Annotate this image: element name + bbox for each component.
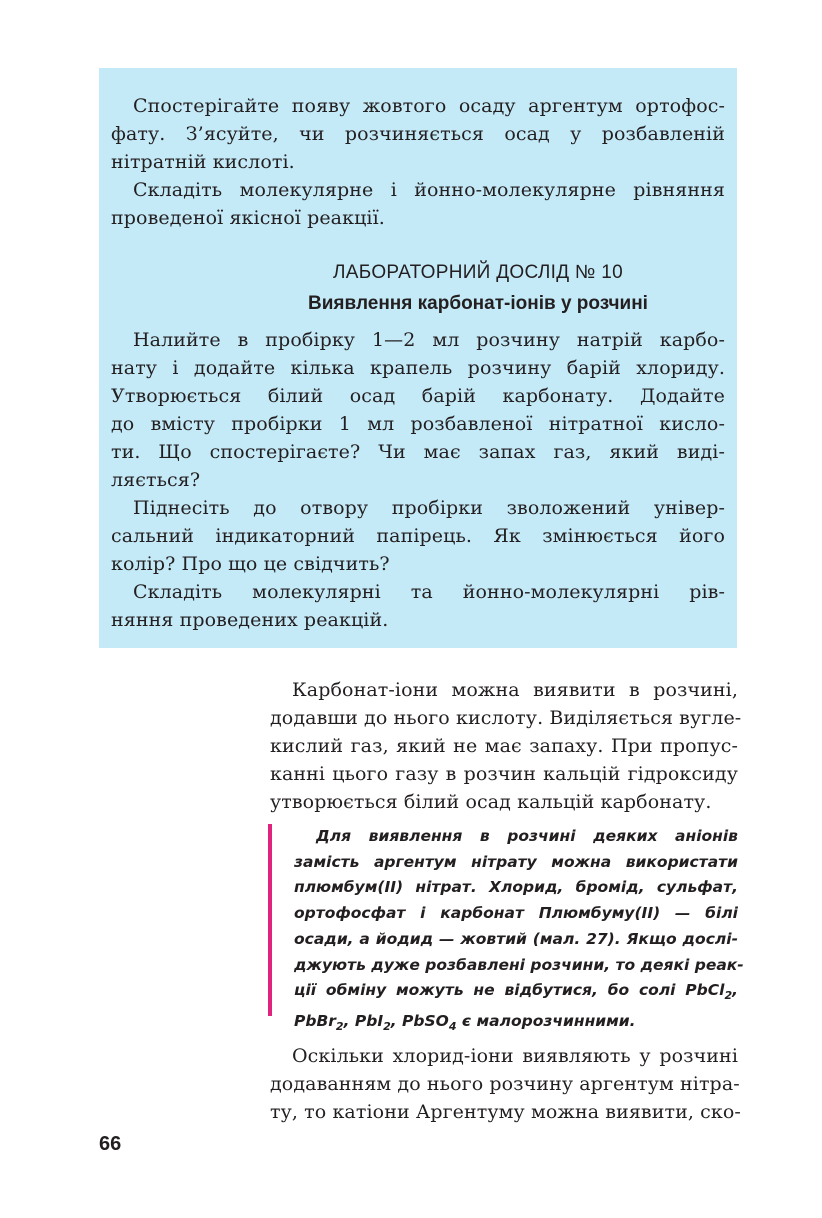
subscript: 4 [448,1019,457,1033]
note-line: плюмбум(II) нітрат. Хлорид, бромід, сульфат, [294,878,738,897]
main-paragraph-1 [270,676,742,816]
note-line: ортофосфат і карбонат Плюмбуму(II) — білі [294,904,738,923]
formula-pbi: , PbI [343,1011,384,1030]
text-line: колір? Про що це свідчить? [111,553,390,575]
step-paragraph-2 [111,494,725,578]
main-paragraph-2 [270,1042,741,1126]
note-line: осади, а йодид — жовтий (мал. 27). Якщо дослі- [294,929,738,948]
text-line: додаванням до нього розчину аргентум нітра- [270,1073,740,1095]
note-line: джують дуже розбавлені розчини, то деякі реак- [294,955,744,974]
info-note [268,824,744,1033]
note-line: Для виявлення в розчині деяких аніонів [316,827,738,845]
note-fragment: , [732,981,738,1000]
subscript: 2 [335,1019,344,1033]
lab-experiment-box [99,68,737,648]
text-line: Піднесіть до отвору пробірки зволожений універ- [133,497,725,519]
text-line: нату і додайте кілька крапель розчину барій хлориду. [111,357,725,379]
formula-pbbr: PbBr [294,1011,336,1030]
text-line: фату. З’ясуйте, чи розчиняється осад у розбавленій [111,123,725,145]
text-line: Спостерігайте появу жовтого осаду аргентум ортофос- [133,95,725,117]
note-line: замість аргентум нітрату можна використати [294,852,738,871]
note-fragment: ції обміну можуть не відбутися, бо солі PbCl [294,981,725,1000]
lab-subheading: Виявлення карбонат-іонів у розчині [308,293,648,314]
page-number: 66 [99,1133,122,1155]
text-line: Складіть молекулярні та йонно-молекулярні рів- [133,581,725,603]
subscript: 2 [724,989,733,1003]
note-line [294,978,738,1009]
text-line: утворюється білий осад кальцій карбонату. [270,791,712,813]
text-line: няння проведених реакцій. [111,609,389,631]
step-paragraph-1 [111,326,725,494]
text-line: додавши до нього кислоту. Виділяється вугле- [270,707,742,729]
text-line: до вмісту пробірки 1 мл розбавленої нітратної кисло- [111,413,725,435]
note-text [294,824,744,1040]
text-line: Налийте в пробірку 1—2 мл розчину натрій карбо- [133,329,725,351]
text-line: нітратній кислоті. [111,151,295,173]
intro-paragraph-1 [111,92,725,176]
note-line [294,1009,738,1040]
text-line: проведеної якісної реакції. [111,207,385,229]
text-line: Утворюється білий осад барій карбонату. Додайте [111,385,725,407]
note-fragment: є малорозчинними. [456,1011,636,1030]
subscript: 2 [383,1019,391,1033]
formula-pbso: , PbSO [390,1011,449,1030]
text-line: Оскільки хлорид-іони виявляють у розчині [292,1045,738,1067]
text-line: Карбонат-іони можна виявити в розчині, [292,679,738,701]
text-line: кислий газ, який не має запаху. При пропус- [270,735,738,757]
intro-paragraph-2 [111,176,725,232]
text-line: Складіть молекулярне і йонно-молекулярне рівняння [133,179,725,201]
step-paragraph-3 [111,578,725,634]
text-line: ти. Що спостерігаєте? Чи має запах газ, який виді- [111,441,725,463]
text-line: ляється? [111,469,201,491]
text-line: ту, то катіони Аргентуму можна виявити, ско- [270,1101,741,1123]
text-line: канні цього газу в розчин кальцій гідроксиду [270,763,738,785]
text-line: сальний індикаторний папірець. Як змінюється його [111,525,725,547]
lab-heading: ЛАБОРАТОРНИЙ ДОСЛІД № 10 [333,262,623,283]
